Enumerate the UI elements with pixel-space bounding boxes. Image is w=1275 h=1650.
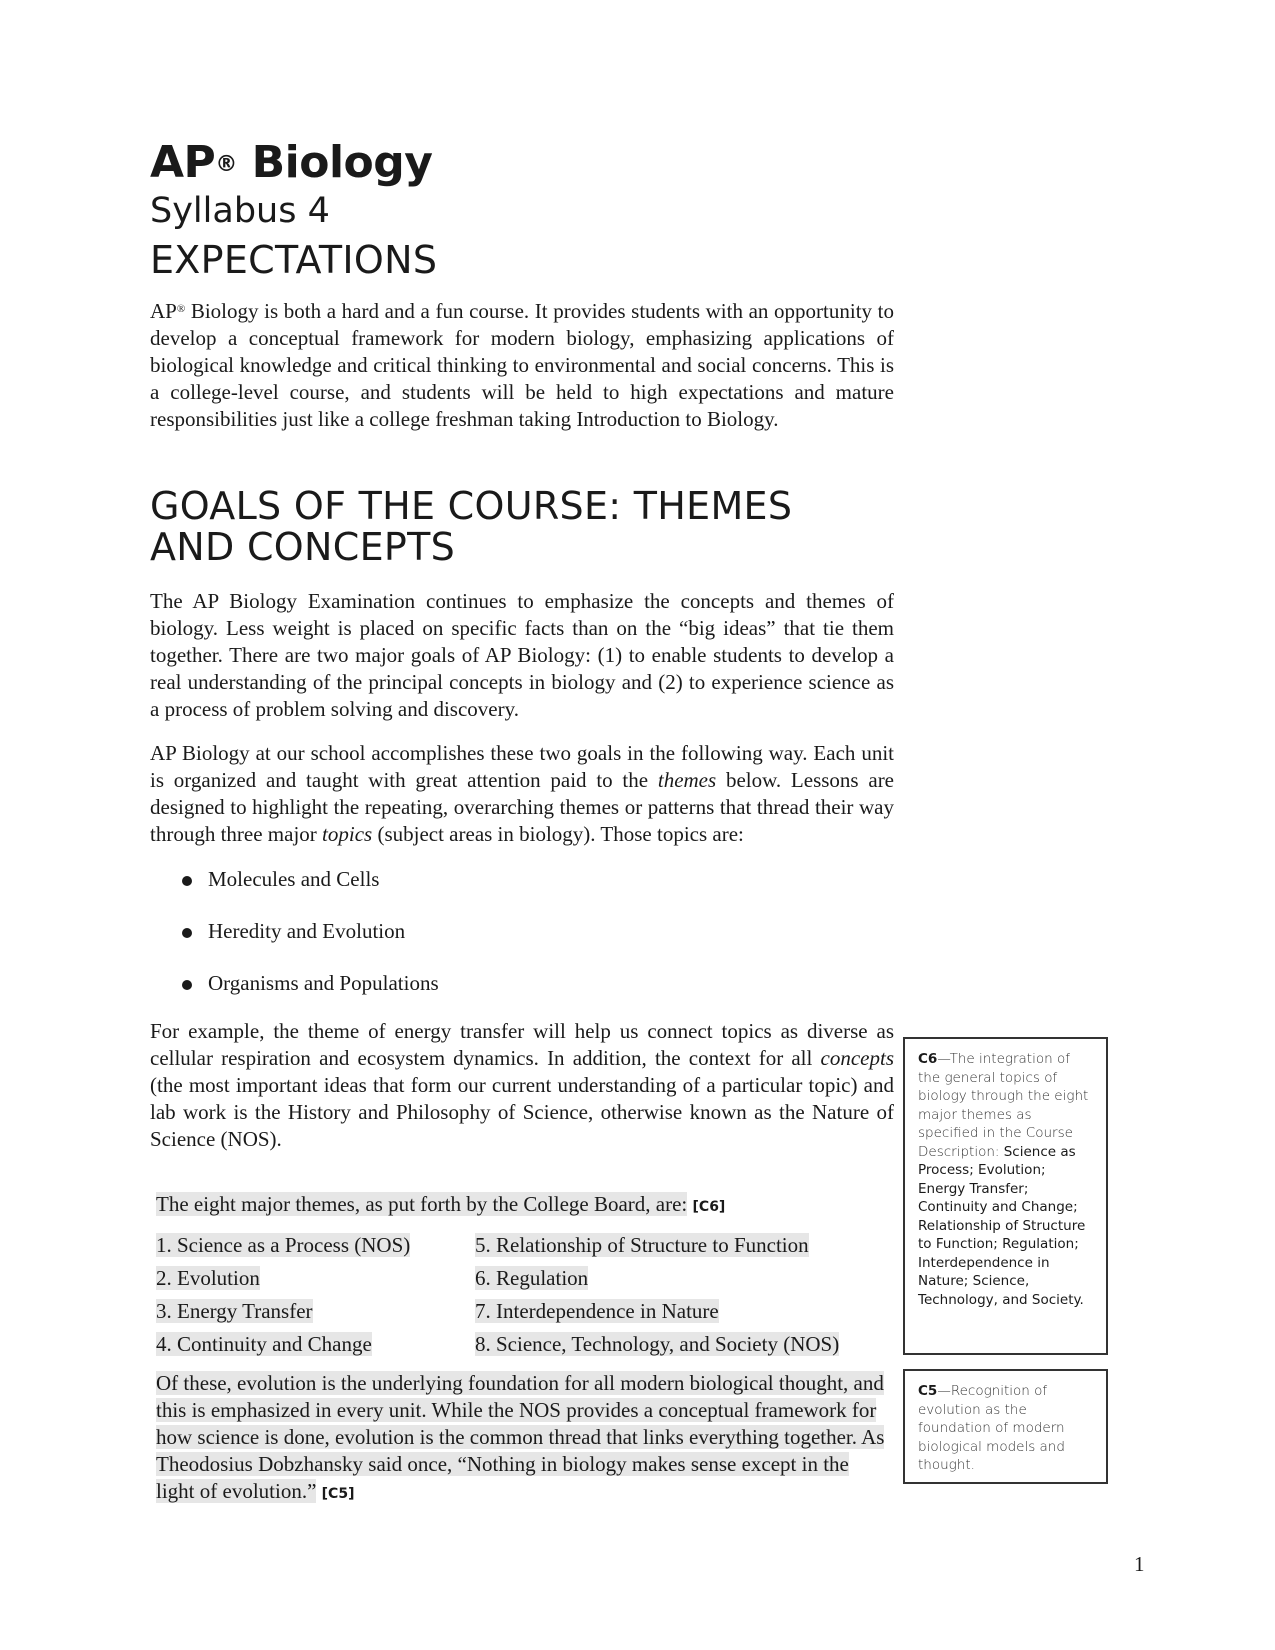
expectations-heading: EXPECTATIONS (150, 238, 438, 282)
theme-label: 2. Evolution (156, 1266, 260, 1290)
list-item (156, 1298, 410, 1331)
list-item (475, 1331, 839, 1364)
list-item (150, 866, 439, 918)
theme-label: 4. Continuity and Change (156, 1332, 372, 1356)
goals-p2-text-c: (subject areas in biology). Those topics are: (372, 822, 744, 846)
theme-label: 1. Science as a Process (NOS) (156, 1233, 411, 1257)
registered-mark: ® (215, 152, 237, 177)
expectations-ap: AP (150, 299, 177, 323)
list-item (150, 970, 439, 1022)
goals-p2-topics: topics (322, 822, 373, 846)
title-ap: AP (150, 137, 216, 188)
sidebar-c5-description: —Recognition of evolution as the foundation of modern biological models and thought. (918, 1383, 1065, 1473)
sidebar-note-c5 (903, 1369, 1108, 1484)
goals-heading-line2: AND CONCEPTS (150, 525, 456, 569)
sidebar-c6-description: —The integration of the general topics of biology through the eight major themes as specified in the Course Description: (918, 1051, 1089, 1160)
expectations-registered-mark: ® (176, 303, 186, 315)
sidebar-note-c6 (903, 1037, 1108, 1355)
list-item (475, 1232, 839, 1265)
expectations-text: Biology is both a hard and a fun course. It provides students with an opportunity to develop a conceptual framework for modern biology, emphasizing applications of biological knowledge and critical thinking to environmental and social concerns. This is a college-level course, and students will be held to high expectations and mature responsibilities just like a college freshman taking Introduction to Biology. (150, 299, 894, 431)
list-item (475, 1298, 839, 1331)
curriculum-tag-c6: [C6] (692, 1199, 726, 1215)
expectations-paragraph (150, 298, 894, 433)
themes-column-1 (156, 1232, 410, 1364)
themes-intro (156, 1191, 725, 1221)
page-subtitle: Syllabus 4 (150, 191, 330, 231)
topic-label: Heredity and Evolution (208, 919, 406, 943)
goals-heading (150, 486, 792, 568)
goals-paragraph-2 (150, 740, 894, 848)
closing-text: Of these, evolution is the underlying foundation for all modern biological thought, and this is emphasized in every unit. While the NOS provides a conceptual framework for how science is done, evolution is the common thread that links everything together. As Theodosius Dobzhansky said once, “Nothing in biology makes sense except in the light of evolution.” (156, 1371, 885, 1503)
bullet-icon (182, 876, 192, 886)
curriculum-tag-c5: [C5] (321, 1486, 355, 1502)
theme-label: 6. Regulation (475, 1266, 589, 1290)
theme-label: 3. Energy Transfer (156, 1299, 313, 1323)
theme-label: 5. Relationship of Structure to Function (475, 1233, 809, 1257)
goals-paragraph-1: The AP Biology Examination continues to emphasize the concepts and themes of biology. Less weight is placed on specific facts than on the “big ideas” that tie them together. There are two major goals of AP Biology: (1) to enable students to develop a real understanding of the principal concepts in biology and (2) to experience science as a process of problem solving and discovery. (150, 589, 894, 721)
list-item (150, 918, 439, 970)
goals-p3-concepts: concepts (820, 1046, 894, 1070)
bullet-icon (182, 980, 192, 990)
theme-label: 8. Science, Technology, and Society (NOS) (475, 1332, 840, 1356)
goals-p2-text-a: AP Biology at our school accomplishes these two goals in the following way. Each unit is organized and taught with great attention paid to the (150, 741, 894, 792)
page-title (150, 138, 432, 188)
list-item (156, 1331, 410, 1364)
list-item (156, 1265, 410, 1298)
list-item (156, 1232, 410, 1265)
themes-intro-text: The eight major themes, as put forth by the College Board, are: (156, 1192, 688, 1216)
goals-p3-text-a: For example, the theme of energy transfer will help us connect topics as diverse as cellular respiration and ecosystem dynamics. In addition, the context for all (150, 1019, 894, 1070)
goals-heading-line1: GOALS OF THE COURSE: THEMES (150, 484, 793, 528)
closing-paragraph (156, 1370, 892, 1508)
theme-label: 7. Interdependence in Nature (475, 1299, 719, 1323)
sidebar-c6-themes: Science as Process; Evolution; Energy Transfer; Continuity and Change; Relationship of Structure to Function; Regulation; Interdependence in Nature; Science, Technology, and Society. (918, 1143, 1086, 1308)
goals-p3-text-b: (the most important ideas that form our current understanding of a particular topic) and lab work is the History and Philosophy of Science, otherwise known as the Nature of Science (NOS). (150, 1073, 894, 1151)
title-rest: Biology (236, 137, 433, 188)
sidebar-code-c5: C5 (918, 1383, 938, 1399)
themes-column-2 (475, 1232, 839, 1364)
page-number: 1 (1134, 1552, 1145, 1576)
topic-label: Organisms and Populations (208, 971, 439, 995)
bullet-icon (182, 928, 192, 938)
topic-label: Molecules and Cells (208, 867, 380, 891)
goals-p2-text-b: below. Lessons are designed to highlight the repeating, overarching themes or patterns that thread their way through three major (150, 768, 895, 846)
sidebar-code-c6: C6 (918, 1051, 938, 1067)
topics-list (150, 866, 439, 1022)
list-item (475, 1265, 839, 1298)
goals-p2-themes: themes (657, 768, 717, 792)
goals-paragraph-3 (150, 1018, 894, 1153)
